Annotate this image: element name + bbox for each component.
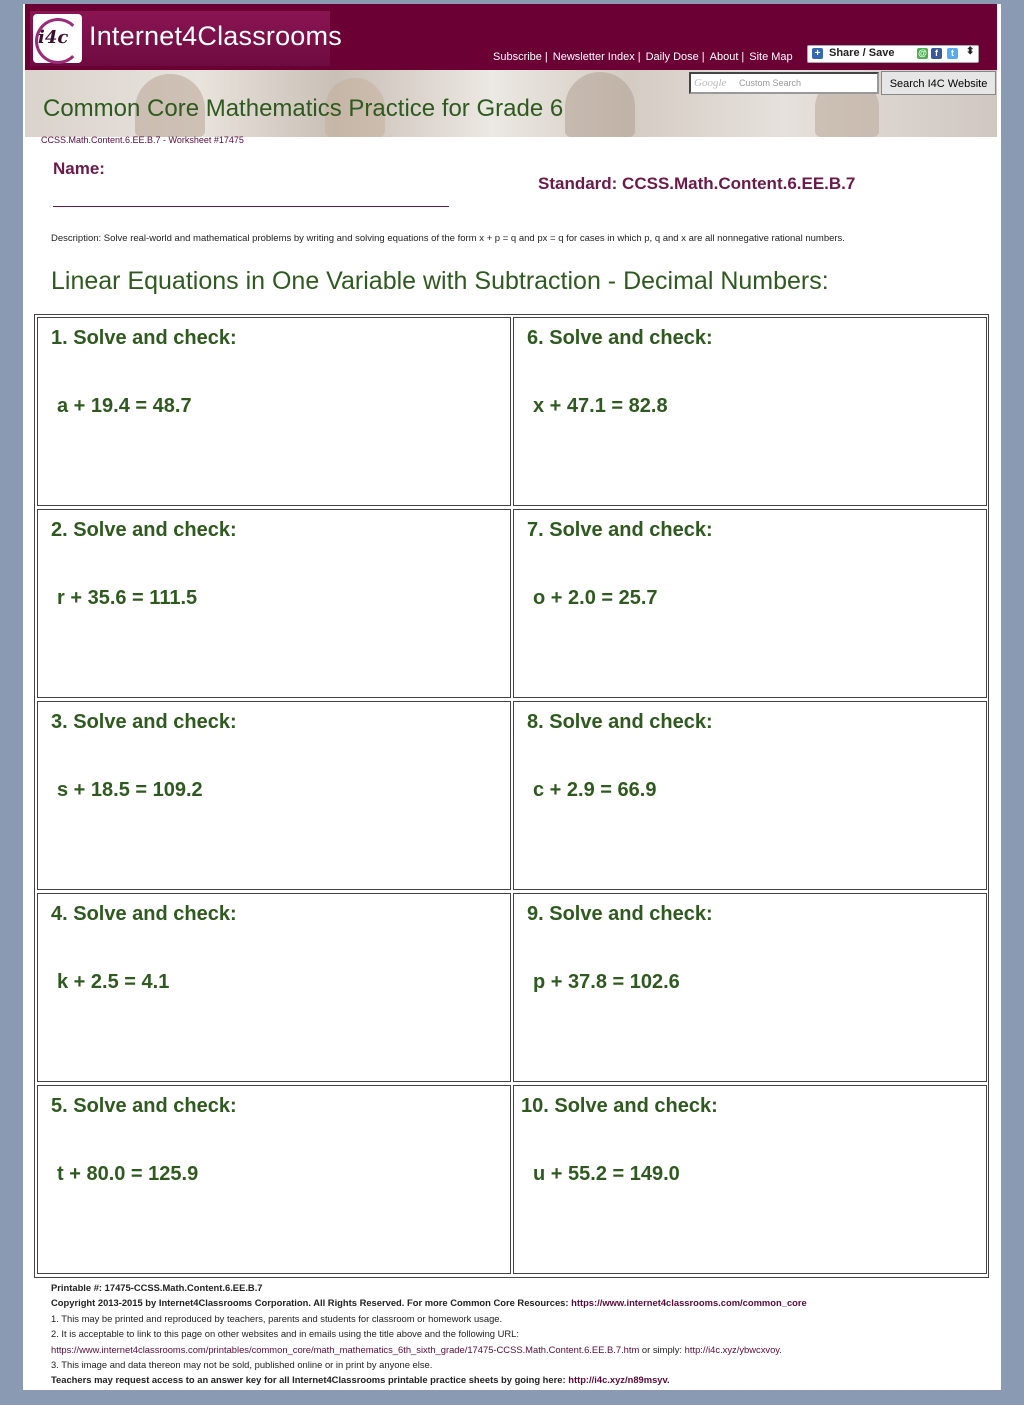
problem-equation: s + 18.5 = 109.2 [57,779,203,801]
nav-about-link[interactable]: About [709,51,739,63]
problem-label: 2. Solve and check: [51,519,237,541]
problem-grid [34,314,989,1278]
answer-key-text: Teachers may request access to an answer key for all Internet4Classrooms printable practice sheets by going here: [51,1374,569,1386]
problem-equation: a + 19.4 = 48.7 [57,395,192,417]
site-header [25,4,997,137]
standard-label: Standard: CCSS.Math.Content.6.EE.B.7 [538,174,856,193]
problem-label: 4. Solve and check: [51,903,237,925]
problem-cell [37,893,511,1082]
problem-cell [37,1085,511,1274]
problem-label: 10. Solve and check: [521,1095,718,1117]
twitter-icon: t [947,48,958,59]
name-line [53,206,449,207]
problem-equation: t + 80.0 = 125.9 [57,1163,199,1185]
usage-line-2: 2. It is acceptable to link to this page on other websites and in emails using the title above and the following URL: [51,1328,519,1340]
problem-equation: p + 37.8 = 102.6 [533,971,680,993]
problem-equation: u + 55.2 = 149.0 [533,1163,680,1185]
top-navigation: Subscribe | Newsletter Index | Daily Dose | About | Site Map [493,51,793,63]
breadcrumb[interactable]: CCSS.Math.Content.6.EE.B.7 - Worksheet #17475 [41,135,244,145]
logo-mark-text: i4c [38,27,69,48]
nav-newsletter-index-link[interactable]: Newsletter Index [552,51,635,63]
chevron-updown-icon: ⬍ [966,46,975,57]
problem-equation: k + 2.5 = 4.1 [57,971,170,993]
problem-cell [513,893,987,1082]
facebook-icon: f [931,48,942,59]
email-share-icon: @ [918,48,927,58]
search-placeholder: Custom Search [739,78,802,88]
site-name: Internet4Classrooms [89,21,342,51]
problem-label: 9. Solve and check: [527,903,713,925]
usage-line-3: 3. This image and data thereon may not be sold, published online or in print by anyone else. [51,1359,433,1371]
problem-equation: o + 2.0 = 25.7 [533,587,658,609]
worksheet-url-link[interactable]: https://www.internet4classrooms.com/printables/common_core/math_mathematics_6th_sixth_grade/17475-CCSS.Math.Content.6.EE.B.7.htm [51,1343,640,1355]
worksheet-heading: Linear Equations in One Variable with Subtraction - Decimal Numbers: [51,267,829,295]
description-text: Description: Solve real-world and mathematical problems by writing and solving equations of the form x + p = q and px = q for cases in which p, q and x are all nonnegative rational numbers. [51,233,845,244]
problem-label: 8. Solve and check: [527,711,713,733]
answer-key-link[interactable]: http://i4c.xyz/n89msyv [568,1374,668,1386]
worksheet-page [23,4,1001,1390]
short-url-link[interactable]: http://i4c.xyz/ybwcxvoy [684,1343,780,1355]
problem-cell [513,509,987,698]
problem-label: 1. Solve and check: [51,327,237,349]
footer [51,1280,807,1388]
problem-equation: r + 35.6 = 111.5 [57,587,198,609]
i4c-logo-icon [33,14,82,63]
problem-label: 5. Solve and check: [51,1095,237,1117]
url-period: . [779,1343,782,1355]
problem-label: 3. Solve and check: [51,711,237,733]
problem-label: 7. Solve and check: [527,519,713,541]
problem-cell [37,317,511,506]
nav-subscribe-link[interactable]: Subscribe [493,51,542,63]
url-connector-text: or simply: [639,1343,685,1355]
problem-equation: c + 2.9 = 66.9 [533,779,657,801]
problem-cell [513,1085,987,1274]
nav-site-map-link[interactable]: Site Map [749,51,793,63]
nav-daily-dose-link[interactable]: Daily Dose [645,51,699,63]
problem-equation: x + 47.1 = 82.8 [533,395,668,417]
page-title: Common Core Mathematics Practice for Grade 6 [43,95,564,122]
search-input[interactable] [689,72,879,94]
problem-cell [37,701,511,890]
problem-cell [513,701,987,890]
name-label: Name: [53,159,105,178]
problem-cell [37,509,511,698]
usage-line-1: 1. This may be printed and reproduced by teachers, parents and students for classroom or homework usage. [51,1312,503,1324]
search-button[interactable]: Search I4C Website [881,71,996,95]
problem-cell [513,317,987,506]
share-plus-icon: + [812,48,823,59]
share-label: Share / Save [829,47,895,59]
google-logo: Google [694,77,727,89]
answer-period: . [667,1374,670,1386]
share-save-button[interactable] [807,45,979,63]
copyright-text: Copyright 2013-2015 by Internet4Classrooms Corporation. All Rights Reserved. For more Common Core Resources: [51,1297,572,1309]
common-core-link[interactable]: https://www.internet4classrooms.com/common_core [571,1297,807,1309]
printable-number: Printable #: 17475-CCSS.Math.Content.6.EE.B.7 [51,1282,263,1293]
site-logo[interactable] [30,11,342,66]
problem-label: 6. Solve and check: [527,327,713,349]
